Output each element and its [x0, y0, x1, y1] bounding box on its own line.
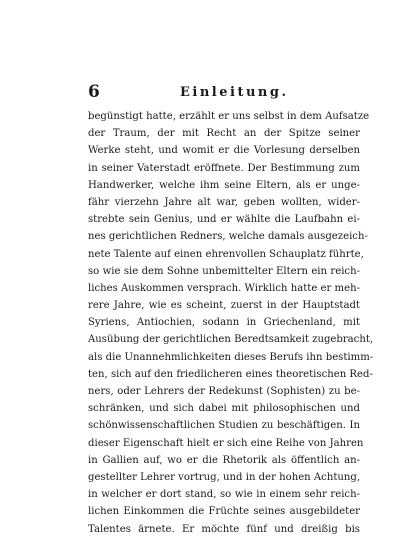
- text-line: begünstigt hatte, erzählt er uns selbst in dem Aufsatze: [88, 111, 370, 122]
- text-line: ten, sich auf den friedlicheren eines theoretischen Red-: [88, 368, 373, 380]
- text-line: lichen Einkommen die Früchte seines ausgebildeter: [88, 506, 360, 518]
- text-line: schränken, und sich dabei mit philosophischen und: [88, 403, 360, 415]
- text-line: in Gallien auf, wo er die Rhetorik als öffentlich an-: [88, 454, 360, 466]
- running-head: Einleitung.: [180, 85, 289, 100]
- text-line: als die Unannehmlichkeiten dieses Berufs ihn bestimm-: [88, 351, 374, 363]
- text-line: strebte sein Genius, und er wählte die Laufbahn ei-: [88, 214, 360, 226]
- text-line: nete Talente auf einen ehrenvollen Schauplatz führte,: [88, 248, 364, 260]
- text-line: nes gerichtlichen Redners, welche damals ausgezeich-: [88, 231, 368, 243]
- text-line: Syriens, Antiochien, sodann in Griechenland, mit: [88, 317, 360, 329]
- text-line: Handwerker, welche ihm seine Eltern, als er unge-: [88, 179, 360, 191]
- text-line: Werke steht, und womit er die Vorlesung derselben: [88, 145, 360, 157]
- text-line: Ausübung der gerichtlichen Beredtsamkeit zugebracht,: [88, 334, 374, 346]
- text-line: in welcher er dort stand, so wie in einem sehr reich-: [88, 489, 360, 501]
- text-line: so wie sie dem Sohne unbemittelter Eltern ein reich-: [88, 265, 360, 277]
- text-line: fähr vierzehn Jahre alt war, geben wollten, wider-: [88, 196, 360, 208]
- text-line: dieser Eigenschaft hielt er sich eine Reihe von Jahren: [88, 437, 364, 449]
- body-text: [88, 108, 374, 538]
- text-line: liches Auskommen versprach. Wirklich hatte er meh-: [88, 282, 360, 294]
- page-number: 6: [88, 82, 100, 102]
- text-line: in seiner Vaterstadt eröffnete. Der Bestimmung zum: [88, 162, 360, 174]
- text-line: ners, oder Lehrers der Redekunst (Sophisten) zu be-: [88, 386, 360, 397]
- text-line: rere Jahre, wie es scheint, zuerst in der Hauptstadt: [88, 300, 360, 312]
- page-header: [88, 82, 350, 102]
- text-line: gestellter Lehrer vortrug, und in der hohen Achtung,: [88, 471, 361, 483]
- text-line: der Traum, der mit Recht an der Spitze seiner: [88, 128, 360, 140]
- text-line: schönwissenschaftlichen Studien zu beschäftigen. In: [88, 420, 360, 432]
- text-line: Talentes ärnete. Er möchte fünf und dreißig bis: [88, 523, 360, 535]
